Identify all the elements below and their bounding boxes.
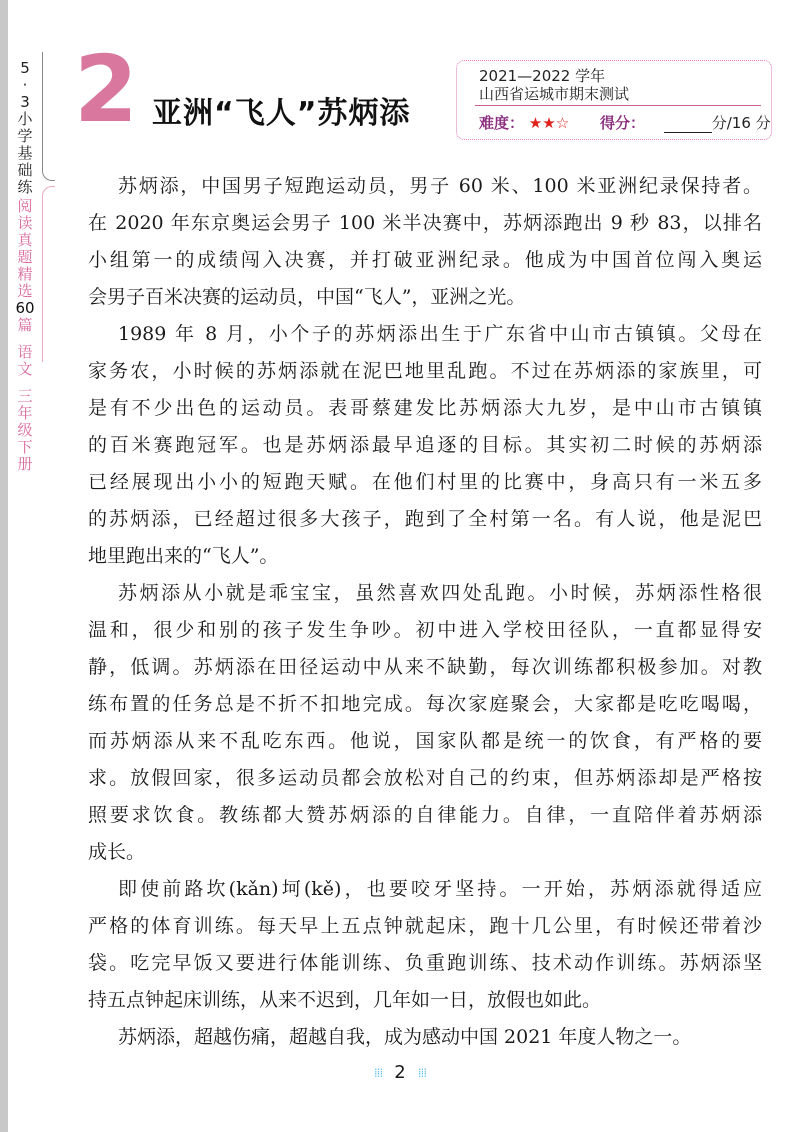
- article-line: 而苏炳添从来不乱吃东西。他说，国家队都是统一的饮食，有严格的要: [88, 730, 762, 752]
- vertical-char: 5: [20, 59, 30, 77]
- article-line: 静，低调。苏炳添在田径运动中从来不缺勤，每次训练都积极参加。对教: [88, 656, 762, 678]
- vertical-char: 题: [17, 248, 33, 266]
- article-body: [88, 168, 762, 1056]
- vertical-char: 三: [17, 387, 33, 405]
- vertical-char: 练: [17, 178, 33, 196]
- book-title-vertical: [14, 198, 36, 473]
- vertical-char: ·: [22, 76, 28, 94]
- exam-info-box: [456, 60, 772, 140]
- article-line: 严格的体育训练。每天早上五点钟就起床，跑十几公里，有时候还带着沙: [88, 915, 762, 937]
- score-total: 分/16 分: [711, 114, 771, 132]
- article-title: 亚洲“飞人”苏炳添: [152, 96, 411, 131]
- article-line: 的百米赛跑冠军。也是苏炳添最早追逐的目标。其实初二时候的苏炳添: [88, 434, 762, 456]
- vertical-char: 篇: [17, 316, 33, 334]
- vertical-char: 阅: [17, 197, 33, 215]
- vertical-char: 真: [17, 231, 33, 249]
- vertical-char: 学: [17, 127, 33, 145]
- dots-right-icon: ⁞⁞⁞: [417, 1066, 427, 1080]
- article-line: 苏炳添从小就是乖宝宝，虽然喜欢四处乱跑。小时候，苏炳添性格很: [118, 582, 762, 604]
- star-empty-icon: ☆: [555, 114, 570, 132]
- star-filled-icon: ★: [542, 114, 556, 132]
- vertical-char: 精: [17, 265, 33, 283]
- article-line: 地里跑出来的“飞人”。: [88, 545, 279, 567]
- article-line: 家务农，小时候的苏炳添就在泥巴地里乱跑。不过在苏炳添的家族里，可: [88, 360, 762, 382]
- article-line: 在 2020 年东京奥运会男子 100 米半决赛中，苏炳添跑出 9 秒 83，以排名: [88, 212, 762, 234]
- vertical-char: 册: [17, 455, 33, 473]
- vertical-char: 选: [17, 282, 33, 300]
- article-line: 的苏炳添，已经超过很多大孩子，跑到了全村第一名。有人说，他是泥巴: [88, 508, 762, 530]
- vertical-char: 础: [17, 161, 33, 179]
- article-line: 温和，很少和别的孩子发生争吵。初中进入学校田径队，一直都显得安: [88, 619, 762, 641]
- article-line: 求。放假回家，很多运动员都会放松对自己的约束，但苏炳添却是严格按: [88, 767, 762, 789]
- article-line: 即使前路坎(kǎn)坷(kě)，也要咬牙坚持。一开始，苏炳添就得适应: [118, 878, 762, 900]
- article-line: 已经展现出小小的短跑天赋。在他们村里的比赛中，身高只有一米五多: [88, 471, 762, 493]
- page-number: 2: [394, 1062, 406, 1083]
- vertical-char: 基: [17, 144, 33, 162]
- vertical-char: 语: [17, 343, 33, 361]
- article-line: 会男子百米决赛的运动员，中国“飞人”，亚洲之光。: [88, 286, 526, 308]
- article-line: 小组第一的成绩闯入决赛，并打破亚洲纪录。他成为中国首位闯入奥运: [88, 249, 762, 271]
- divider: [475, 105, 761, 106]
- bracket-divider: [42, 186, 55, 362]
- exam-source: 山西省运城市期末测试: [479, 85, 630, 103]
- vertical-char: 级: [17, 421, 33, 439]
- article-count: 60: [15, 299, 35, 317]
- vertical-char: 读: [17, 214, 33, 232]
- article-line: 苏炳添，超越伤痛，超越自我，成为感动中国 2021 年度人物之一。: [118, 1026, 692, 1048]
- article-line: 是有不少出色的运动员。表哥蔡建发比苏炳添大九岁，是中山市古镇镇: [88, 397, 762, 419]
- star-filled-icon: ★: [528, 114, 543, 132]
- page-edge-strip: [0, 0, 8, 1132]
- score-blank[interactable]: [664, 118, 712, 133]
- bracket-divider: [42, 52, 55, 181]
- article-line: 成长。: [88, 841, 146, 863]
- dots-left-icon: ⁞⁞⁞: [373, 1066, 383, 1080]
- score-label: 得分：: [599, 114, 645, 132]
- difficulty-label: 难度：: [479, 114, 525, 132]
- article-line: 持五点钟起床训练，从来不迟到，几年如一日，放假也如此。: [88, 989, 602, 1011]
- series-brand-vertical: [14, 60, 36, 196]
- article-number: 2: [74, 36, 139, 143]
- article-line: 1989 年 8 月，小个子的苏炳添出生于广东省中山市古镇镇。父母在: [118, 323, 762, 345]
- exam-year: 2021—2022 学年: [479, 67, 606, 85]
- vertical-char: 小: [17, 110, 33, 128]
- page-footer: [0, 1062, 800, 1083]
- difficulty-rating: [529, 114, 569, 132]
- article-line: 照要求饮食。教练都大赞苏炳添的自律能力。自律，一直陪伴着苏炳添: [88, 804, 762, 826]
- article-line: 练布置的任务总是不折不扣地完成。每次家庭聚会，大家都是吃吃喝喝，: [88, 693, 762, 715]
- article-line: 苏炳添，中国男子短跑运动员，男子 60 米、100 米亚洲纪录保持者。: [118, 175, 762, 197]
- vertical-char: 3: [20, 93, 30, 111]
- vertical-char: 文: [17, 360, 33, 378]
- article-line: 袋。吃完早饭又要进行体能训练、负重跑训练、技术动作训练。苏炳添坚: [88, 952, 762, 974]
- vertical-char: 年: [17, 404, 33, 422]
- vertical-char: 下: [17, 438, 33, 456]
- difficulty-score-row: [479, 112, 771, 133]
